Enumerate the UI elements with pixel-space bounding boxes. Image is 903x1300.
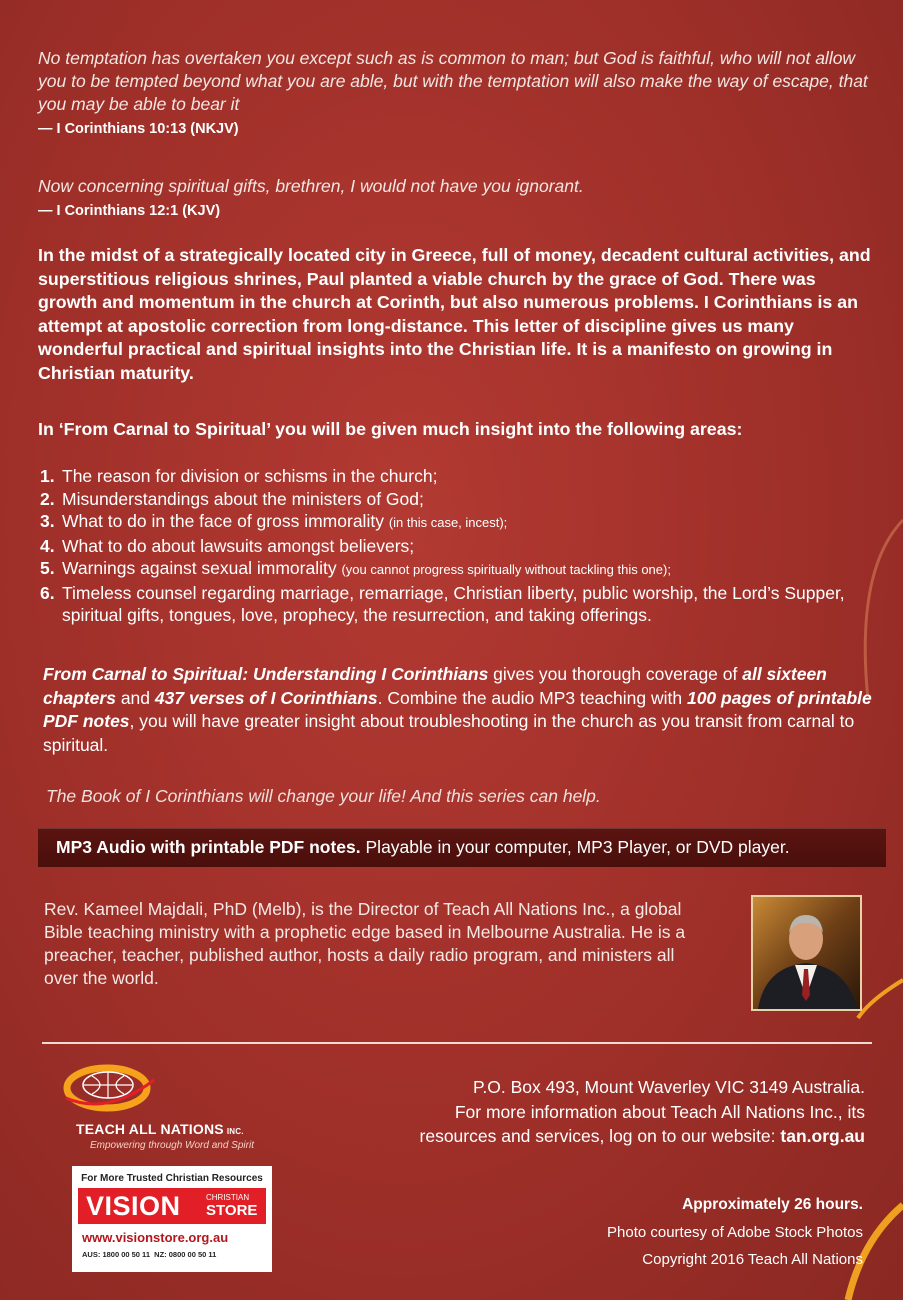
list-item: 1. The reason for division or schisms in the church; [40, 466, 438, 486]
author-photo [751, 895, 862, 1011]
quote-text: Now concerning spiritual gifts, brethren, I would not have you ignorant. [38, 176, 584, 196]
vision-christian: CHRISTIAN [206, 1193, 250, 1202]
quote-reference: — I Corinthians 10:13 (NKJV) [38, 121, 239, 137]
vision-phones: AUS: 1800 00 50 11 NZ: 0800 00 50 11 [82, 1250, 217, 1259]
list-item: 4. What to do about lawsuits amongst believers; [40, 535, 415, 556]
photo-credit: Photo courtesy of Adobe Stock Photos [607, 1224, 863, 1241]
list-item: 3. What to do in the face of gross immorality (in this case, incest); [40, 511, 508, 531]
website-link[interactable]: tan.org.au [780, 1126, 865, 1146]
copyright: Copyright 2016 Teach All Nations [642, 1251, 863, 1268]
vision-url: www.visionstore.org.au [82, 1230, 229, 1245]
tan-name: TEACH ALL NATIONS [76, 1121, 224, 1137]
vision-store: STORE [206, 1202, 258, 1219]
duration: Approximately 26 hours. [682, 1196, 863, 1213]
format-banner: MP3 Audio with printable PDF notes. Playable in your computer, MP3 Player, or DVD player. [38, 828, 886, 867]
divider [42, 1042, 872, 1044]
vision-top-line: For More Trusted Christian Resources [81, 1173, 263, 1184]
quote-reference: — I Corinthians 12:1 (KJV) [38, 203, 221, 219]
scripture-quote-1 [38, 47, 883, 141]
vision-brand: VISION [86, 1191, 181, 1221]
vision-store-badge [72, 1166, 272, 1272]
list-item: 6. Timeless counsel regarding marriage, remarriage, Christian liberty, public worship, the Lord’s Supper, spiritual gifts, tongues, love, prophecy, the resurrection, and taking offerings. [40, 582, 845, 625]
scripture-quote-2 [38, 175, 883, 223]
contact-address: P.O. Box 493, Mount Waverley VIC 3149 Australia. For more information about Teach All Nations Inc., its resources and services, log on to our website: tan.org.au [419, 1077, 865, 1146]
tagline: The Book of I Corinthians will change your life! And this series can help. [46, 786, 601, 806]
summary-paragraph: From Carnal to Spiritual: Understanding I Corinthians gives you thorough coverage of all sixteen chapters and 437 verses of I Corinthians. Combine the audio MP3 teaching with 100 pages of printable PDF notes, you will have greater insight about troubleshooting in the church as you transit from carnal to spiritual. [43, 664, 872, 755]
teach-all-nations-logo [62, 1058, 322, 1158]
quote-text: No temptation has overtaken you except such as is common to man; but God is faithful, who will not allow you to be tempted beyond what you are able, but with the temptation will also make the way of escape, that you may be able to bear it [38, 48, 868, 114]
tan-slogan: Empowering through Word and Spirit [90, 1140, 254, 1151]
intro-paragraph: In the midst of a strategically located city in Greece, full of money, decadent cultural activities, and superstitious religious shrines, Paul planted a viable church by the grace of God. There was growth and momentum in the church at Corinth, but also numerous problems. I Corinthians is an attempt at apostolic correction from long-distance. This letter of discipline gives us many wonderful practical and spiritual insights into the Christian life. It is a manifesto on growing in Christian maturity. [38, 245, 871, 383]
areas-list [40, 465, 885, 627]
tan-globe-logo-icon [62, 1058, 162, 1116]
areas-heading: In ‘From Carnal to Spiritual’ you will be given much insight into the following areas: [38, 419, 743, 439]
author-bio: Rev. Kameel Majdali, PhD (Melb), is the Director of Teach All Nations Inc., a global Bible teaching ministry with a prophetic edge based in Melbourne Australia. He is a preacher, teacher, published author, hosts a daily radio program, and ministers all over the world. [44, 899, 686, 988]
vision-logo [78, 1188, 266, 1224]
list-item: 2. Misunderstandings about the ministers of God; [40, 488, 424, 509]
list-item: 5. Warnings against sexual immorality (you cannot progress spiritually without tackling this one); [40, 558, 671, 578]
tan-suffix: INC. [226, 1127, 244, 1136]
